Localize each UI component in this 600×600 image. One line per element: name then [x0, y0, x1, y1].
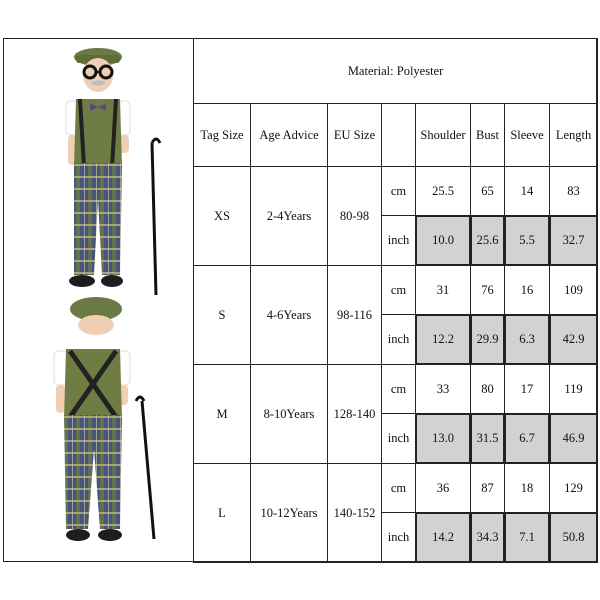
- unit-cm: cm: [382, 167, 416, 216]
- sleeve-cm: 14: [505, 167, 550, 216]
- sleeve-inch: 6.7: [505, 414, 550, 464]
- unit-cm: cm: [382, 365, 416, 414]
- bust-cm: 65: [471, 167, 505, 216]
- sleeve-cm: 16: [505, 266, 550, 315]
- shoulder-inch: 12.2: [416, 315, 471, 365]
- eu-size: 80-98: [328, 167, 382, 266]
- shoulder-cm: 36: [416, 464, 471, 513]
- bust-inch: 31.5: [471, 414, 505, 464]
- length-cm: 83: [550, 167, 598, 216]
- header-bust: Bust: [471, 104, 505, 167]
- table-row: [194, 266, 598, 315]
- age-advice: 8-10Years: [251, 365, 328, 464]
- back-view-figure: [54, 297, 154, 541]
- product-photos: [4, 39, 192, 561]
- header-length: Length: [550, 104, 598, 167]
- size-chart-table: [193, 38, 598, 563]
- age-advice: 10-12Years: [251, 464, 328, 563]
- bust-cm: 80: [471, 365, 505, 414]
- shoulder-cm: 25.5: [416, 167, 471, 216]
- tag-size: M: [194, 365, 251, 464]
- unit-cm: cm: [382, 266, 416, 315]
- header-eu-size: EU Size: [328, 104, 382, 167]
- header-row: [194, 104, 598, 167]
- unit-inch: inch: [382, 513, 416, 563]
- header-tag-size: Tag Size: [194, 104, 251, 167]
- age-advice: 4-6Years: [251, 266, 328, 365]
- material-title: Material: Polyester: [194, 39, 598, 104]
- bust-inch: 25.6: [471, 216, 505, 266]
- length-inch: 42.9: [550, 315, 598, 365]
- length-inch: 46.9: [550, 414, 598, 464]
- front-view-figure: [66, 48, 160, 295]
- sleeve-cm: 18: [505, 464, 550, 513]
- eu-size: 128-140: [328, 365, 382, 464]
- bust-cm: 87: [471, 464, 505, 513]
- shoulder-inch: 14.2: [416, 513, 471, 563]
- bust-inch: 29.9: [471, 315, 505, 365]
- costume-illustration: [4, 39, 192, 561]
- header-sleeve: Sleeve: [505, 104, 550, 167]
- shoulder-cm: 31: [416, 266, 471, 315]
- table-row: [194, 365, 598, 414]
- tag-size: XS: [194, 167, 251, 266]
- eu-size: 98-116: [328, 266, 382, 365]
- tag-size: S: [194, 266, 251, 365]
- material-row: [194, 39, 598, 104]
- unit-inch: inch: [382, 315, 416, 365]
- header-unit: [382, 104, 416, 167]
- sleeve-inch: 6.3: [505, 315, 550, 365]
- length-cm: 109: [550, 266, 598, 315]
- bust-inch: 34.3: [471, 513, 505, 563]
- unit-inch: inch: [382, 414, 416, 464]
- length-inch: 32.7: [550, 216, 598, 266]
- eu-size: 140-152: [328, 464, 382, 563]
- bust-cm: 76: [471, 266, 505, 315]
- length-cm: 119: [550, 365, 598, 414]
- unit-cm: cm: [382, 464, 416, 513]
- shoulder-inch: 10.0: [416, 216, 471, 266]
- length-inch: 50.8: [550, 513, 598, 563]
- age-advice: 2-4Years: [251, 167, 328, 266]
- table-row: [194, 464, 598, 513]
- sleeve-inch: 5.5: [505, 216, 550, 266]
- sleeve-inch: 7.1: [505, 513, 550, 563]
- header-age-advice: Age Advice: [251, 104, 328, 167]
- length-cm: 129: [550, 464, 598, 513]
- header-shoulder: Shoulder: [416, 104, 471, 167]
- unit-inch: inch: [382, 216, 416, 266]
- tag-size: L: [194, 464, 251, 563]
- table-row: [194, 167, 598, 216]
- sleeve-cm: 17: [505, 365, 550, 414]
- shoulder-cm: 33: [416, 365, 471, 414]
- shoulder-inch: 13.0: [416, 414, 471, 464]
